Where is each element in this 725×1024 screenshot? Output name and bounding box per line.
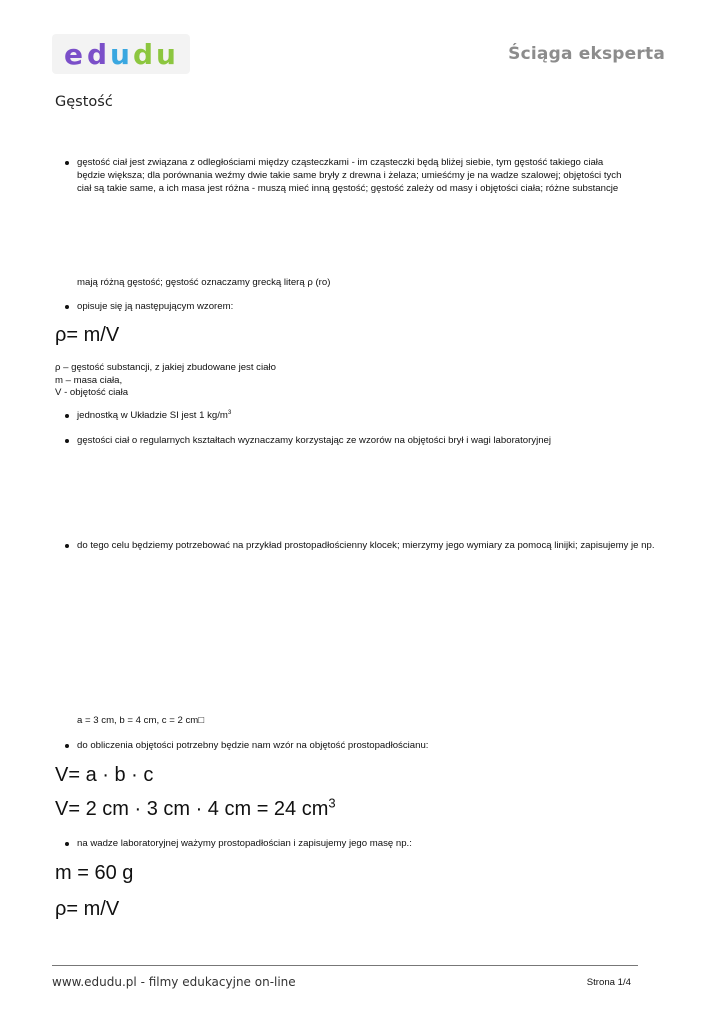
- logo-letter: u: [156, 38, 176, 71]
- bullet-icon: [65, 544, 69, 548]
- bullet-text-main: jednostką w Układzie SI jest 1 kg/m: [77, 410, 228, 421]
- list-item: [66, 300, 233, 313]
- logo-letter: u: [110, 38, 130, 71]
- formula-text: V= 2 cm · 3 cm · 4 cm = 24 cm: [55, 798, 329, 820]
- legend-line: m – masa ciała,: [55, 375, 123, 386]
- header-title: Ściąga eksperta: [508, 44, 665, 64]
- footer-divider: [52, 965, 638, 966]
- footer-site: www.edudu.pl - filmy edukacyjne on-line: [52, 975, 296, 989]
- page-number: Strona 1/4: [586, 977, 631, 988]
- bullet-text-line: ciał są takie same, a ich masa jest różna - muszą mieć inną gęstość; gęstość zależy od masy i objętości ciała; różne substancje: [77, 183, 619, 194]
- bullet-icon: [65, 842, 69, 846]
- page-title: Gęstość: [55, 94, 113, 110]
- bullet-icon: [65, 414, 69, 418]
- bullet-text: opisuje się ją następującym wzorem:: [77, 301, 234, 312]
- bullet-text: do obliczenia objętości potrzebny będzie nam wzór na objętość prostopadłościanu:: [77, 740, 429, 751]
- bullet-icon: [65, 161, 69, 165]
- formula-density: ρ= m/V: [55, 324, 120, 346]
- bullet-text: na wadze laboratoryjnej ważymy prostopadłościan i zapisujemy jego masę np.:: [77, 838, 412, 849]
- list-item: [66, 739, 428, 752]
- superscript: 3: [328, 795, 336, 811]
- legend-line: V - objętość ciała: [55, 387, 129, 398]
- list-item: [66, 539, 655, 552]
- paragraph-continuation: mają różną gęstość; gęstość oznaczamy grecką literą ρ (ro): [77, 277, 331, 288]
- list-item: [66, 837, 412, 850]
- bullet-icon: [65, 439, 69, 443]
- legend-line: ρ – gęstość substancji, z jakiej zbudowane jest ciało: [55, 362, 276, 373]
- formula-volume: V= a · b · c: [55, 764, 154, 786]
- superscript: 3: [227, 408, 232, 416]
- bullet-text: gęstości ciał o regularnych kształtach wyznaczamy korzystając ze wzorów na objętości brył i wagi laboratoryjnej: [77, 435, 552, 446]
- bullet-text-line: będzie większa; dla porównania weźmy dwie takie same bryły z drewna i żelaza; umieśćmy je na wadze szalowej; objętości tych: [77, 170, 622, 181]
- bullet-icon: [65, 744, 69, 748]
- bullet-text: do tego celu będziemy potrzebować na przykład prostopadłościenny klocek; mierzymy jego wymiary za pomocą linijki; zapisujemy je np.: [77, 540, 655, 551]
- list-item: [66, 409, 231, 422]
- formula-mass: m = 60 g: [55, 862, 134, 884]
- formula-density: ρ= m/V: [55, 898, 120, 920]
- logo-letter: d: [133, 38, 154, 71]
- bullet-text: [77, 409, 231, 422]
- list-item: [66, 156, 646, 195]
- paragraph-continuation: a = 3 cm, b = 4 cm, c = 2 cm□: [77, 715, 205, 726]
- bullet-text-line: gęstość ciał jest związana z odległościami między cząsteczkami - im cząsteczki będą bliżej siebie, tym gęstość takiego ciała: [77, 157, 604, 168]
- logo-letter: d: [87, 38, 108, 71]
- logo-letter: e: [64, 38, 83, 71]
- list-item: [66, 434, 551, 447]
- edudu-logo: [52, 34, 190, 74]
- bullet-icon: [65, 305, 69, 309]
- formula-volume-calc: [55, 795, 336, 821]
